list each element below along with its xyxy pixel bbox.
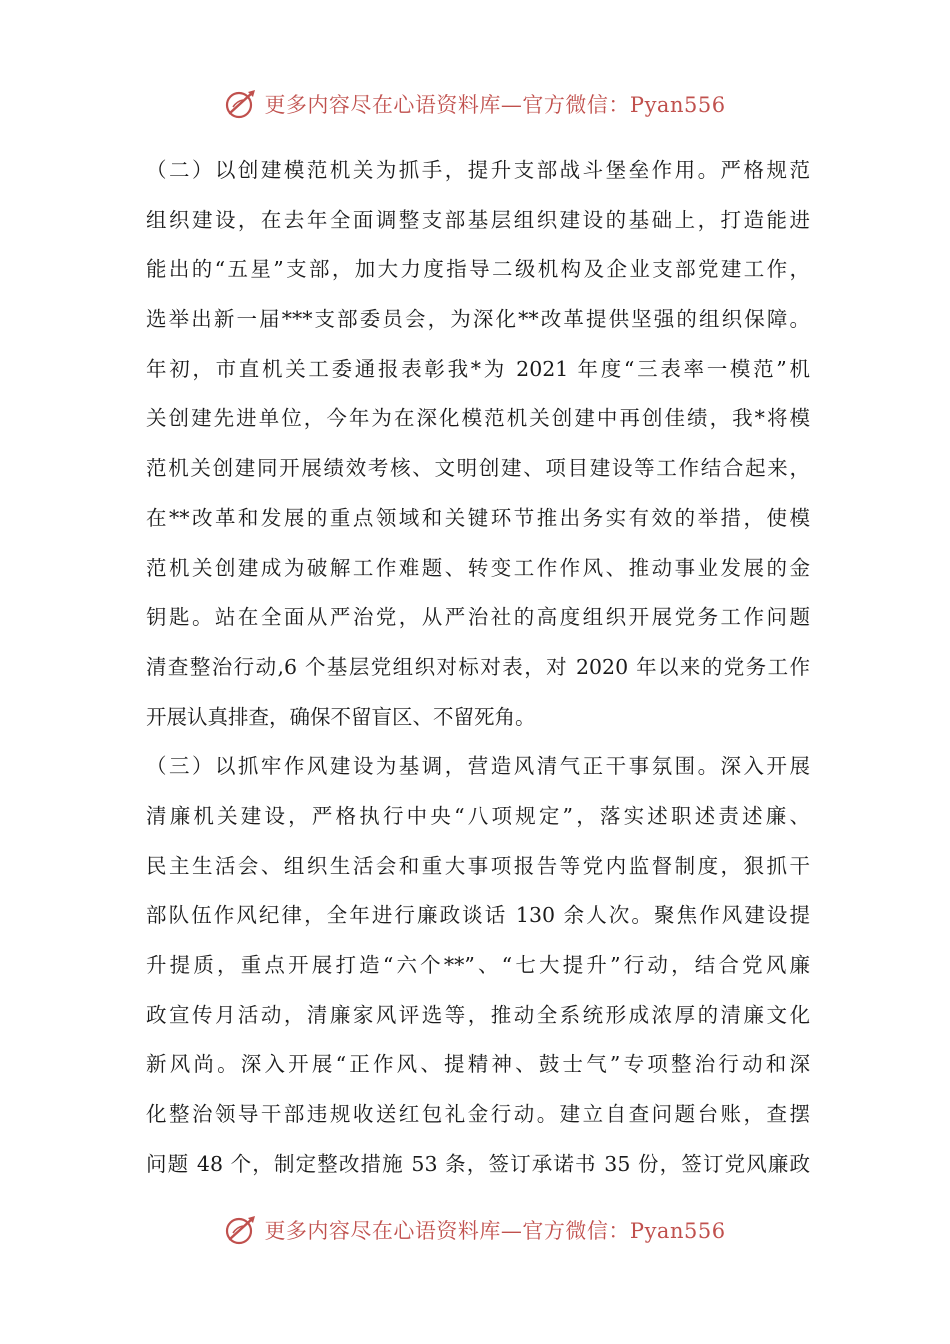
header-watermark-banner bbox=[0, 82, 950, 126]
text-line: 部队伍作风纪律，全年进行廉政谈话 130 余人次。聚焦作风建设提 bbox=[146, 903, 810, 928]
text-line: 开展认真排查，确保不留盲区、不留死角。 bbox=[146, 704, 536, 729]
footer-watermark-banner bbox=[0, 1208, 950, 1252]
pen-circle-logo-icon bbox=[224, 87, 258, 121]
text-line: （三）以抓牢作风建设为基调，营造风清气正干事氛围。深入开展 bbox=[146, 754, 810, 779]
text-line: 化整治领导干部违规收送红包礼金行动。建立自查问题台账，查摆 bbox=[146, 1102, 810, 1127]
text-line: 范机关创建同开展绩效考核、文明创建、项目建设等工作结合起来， bbox=[146, 456, 810, 481]
text-line: 选举出新一届***支部委员会，为深化**改革提供坚强的组织保障。 bbox=[146, 307, 810, 332]
text-line: 民主生活会、组织生活会和重大事项报告等党内监督制度，狠抓干 bbox=[146, 853, 810, 878]
text-line: 能出的“五星”支部，加大力度指导二级机构及企业支部党建工作， bbox=[146, 257, 810, 282]
text-line: 年初，市直机关工委通报表彰我*为 2021 年度“三表率一模范”机 bbox=[146, 356, 810, 381]
text-line: 清查整治行动,6 个基层党组织对标对表，对 2020 年以来的党务工作 bbox=[146, 654, 810, 679]
text-line: 政宣传月活动，清廉家风评选等，推动全系统形成浓厚的清廉文化 bbox=[146, 1002, 810, 1027]
text-line: 清廉机关建设，严格执行中央“八项规定”，落实述职述责述廉、 bbox=[146, 803, 810, 828]
text-line: 范机关创建成为破解工作难题、转变工作作风、推动事业发展的金 bbox=[146, 555, 810, 580]
header-banner-text: 更多内容尽在心语资料库—官方微信：Pyan556 bbox=[264, 93, 726, 117]
text-line: 组织建设，在去年全面调整支部基层组织建设的基础上，打造能进 bbox=[146, 207, 810, 232]
text-line: 在**改革和发展的重点领域和关键环节推出务实有效的举措，使模 bbox=[146, 505, 810, 530]
document-body bbox=[146, 146, 810, 1189]
text-line: 关创建先进单位，今年为在深化模范机关创建中再创佳绩，我*将模 bbox=[146, 406, 810, 431]
text-line: 新风尚。深入开展“正作风、提精神、鼓士气”专项整治行动和深 bbox=[146, 1052, 810, 1077]
text-line: 升提质，重点开展打造“六个**”、“七大提升”行动，结合党风廉 bbox=[146, 953, 810, 977]
pen-circle-logo-icon bbox=[224, 1213, 258, 1247]
text-line: 钥匙。站在全面从严治党，从严治社的高度组织开展党务工作问题 bbox=[146, 605, 810, 630]
footer-banner-text: 更多内容尽在心语资料库—官方微信：Pyan556 bbox=[264, 1219, 726, 1243]
text-line: （二）以创建模范机关为抓手，提升支部战斗堡垒作用。严格规范 bbox=[146, 158, 810, 182]
text-line: 问题 48 个，制定整改措施 53 条，签订承诺书 35 份，签订党风廉政 bbox=[146, 1151, 810, 1176]
